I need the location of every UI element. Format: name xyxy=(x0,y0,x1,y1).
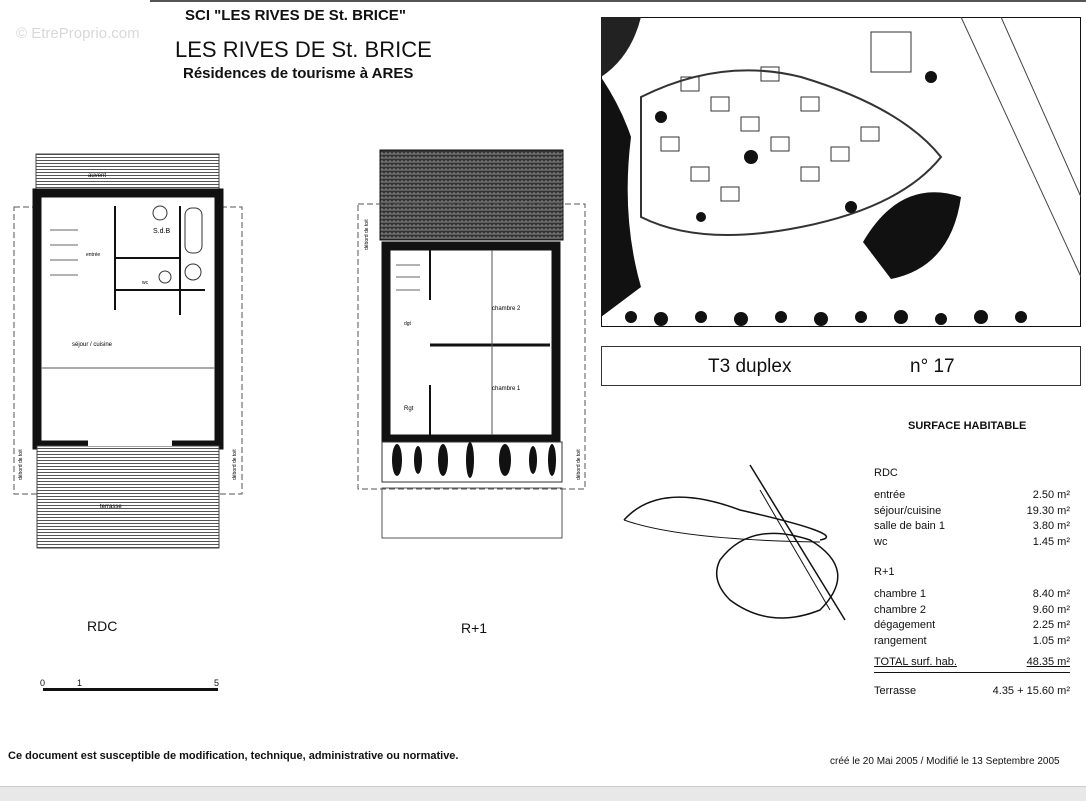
dgt-label: dgt xyxy=(404,321,411,327)
surface-heading: SURFACE HABITABLE xyxy=(908,420,1027,432)
unit-title-box xyxy=(601,346,1081,386)
sdb-label: S.d.B xyxy=(153,228,171,235)
scale-bar xyxy=(43,688,218,691)
room-area: 19.30 m² xyxy=(1026,504,1070,517)
table-row xyxy=(874,604,1070,620)
total-label: TOTAL surf. hab. xyxy=(874,656,957,668)
room-name: dégagement xyxy=(874,619,936,631)
entree-label: entrée xyxy=(86,252,101,258)
total-row xyxy=(874,656,1070,673)
rdc-section-label: RDC xyxy=(874,467,898,479)
table-row xyxy=(874,520,1070,536)
scale-tick-1: 1 xyxy=(77,678,83,688)
room-name: rangement xyxy=(874,634,927,647)
terrace-row xyxy=(874,685,1070,701)
scale-tick-5: 5 xyxy=(214,678,220,688)
rdc-label: RDC xyxy=(87,618,118,634)
debord-left-label: débord de toit xyxy=(18,449,24,480)
table-row xyxy=(874,489,1070,505)
total-area: 48.35 m² xyxy=(1026,656,1070,668)
watermark: © EtreProprio.com xyxy=(16,25,140,42)
room-name: chambre 2 xyxy=(874,603,926,616)
room-area: 1.45 m² xyxy=(1032,535,1070,548)
disclaimer: Ce document est susceptible de modification, technique, administrative ou normative. xyxy=(8,750,459,762)
top-border xyxy=(150,0,1086,2)
sejour-label: séjour / cuisine xyxy=(72,342,113,348)
r1-section-label: R+1 xyxy=(874,566,895,578)
terrace-area: 4.35 + 15.60 m² xyxy=(992,684,1070,697)
debord-left-label: débord de toit xyxy=(364,219,370,250)
table-row xyxy=(874,635,1070,651)
page-subtitle: Résidences de tourisme à ARES xyxy=(183,65,414,82)
surface-table xyxy=(874,465,1070,700)
room-name: entrée xyxy=(874,489,906,501)
r1-label: R+1 xyxy=(461,620,488,636)
room-area: 3.80 m² xyxy=(1032,520,1070,532)
unit-number: n° 17 xyxy=(910,356,955,377)
room-name: chambre 1 xyxy=(874,588,926,600)
debord-right-label: débord de toit xyxy=(232,449,238,480)
rgt-label: Rgt xyxy=(404,406,414,412)
site-map xyxy=(601,17,1081,327)
document-dates: créé le 20 Mai 2005 / Modifié le 13 Septembre 2005 xyxy=(830,756,1060,765)
table-row xyxy=(874,619,1070,635)
room-area: 9.60 m² xyxy=(1032,603,1070,616)
scale-tick-0: 0 xyxy=(40,678,46,688)
bottom-bar xyxy=(0,786,1086,801)
chambre2-label: chambre 2 xyxy=(492,306,521,312)
room-area: 2.50 m² xyxy=(1032,489,1070,501)
room-area: 8.40 m² xyxy=(1032,588,1070,600)
room-name: wc xyxy=(874,535,888,548)
r1-floor-plan xyxy=(340,140,600,560)
terrace-label: Terrasse xyxy=(874,684,917,697)
room-area: 1.05 m² xyxy=(1032,634,1070,647)
rdc-floor-plan xyxy=(0,150,260,560)
table-row xyxy=(874,505,1070,521)
unit-type: T3 duplex xyxy=(708,356,792,377)
table-row xyxy=(874,536,1070,552)
room-name: séjour/cuisine xyxy=(874,504,942,517)
company-name: SCI "LES RIVES DE St. BRICE" xyxy=(185,7,406,24)
room-name: salle de bain 1 xyxy=(874,520,945,532)
page-title: LES RIVES DE St. BRICE xyxy=(175,37,432,62)
table-row xyxy=(874,588,1070,604)
auvent-label: auvent xyxy=(88,173,107,179)
orientation-sketch xyxy=(620,460,860,630)
room-area: 2.25 m² xyxy=(1032,619,1070,631)
wc-label: wc xyxy=(142,280,149,286)
terrasse-label: terrasse xyxy=(100,504,122,510)
chambre1-label: chambre 1 xyxy=(492,386,521,392)
debord-right-label: débord de toit xyxy=(576,449,582,480)
